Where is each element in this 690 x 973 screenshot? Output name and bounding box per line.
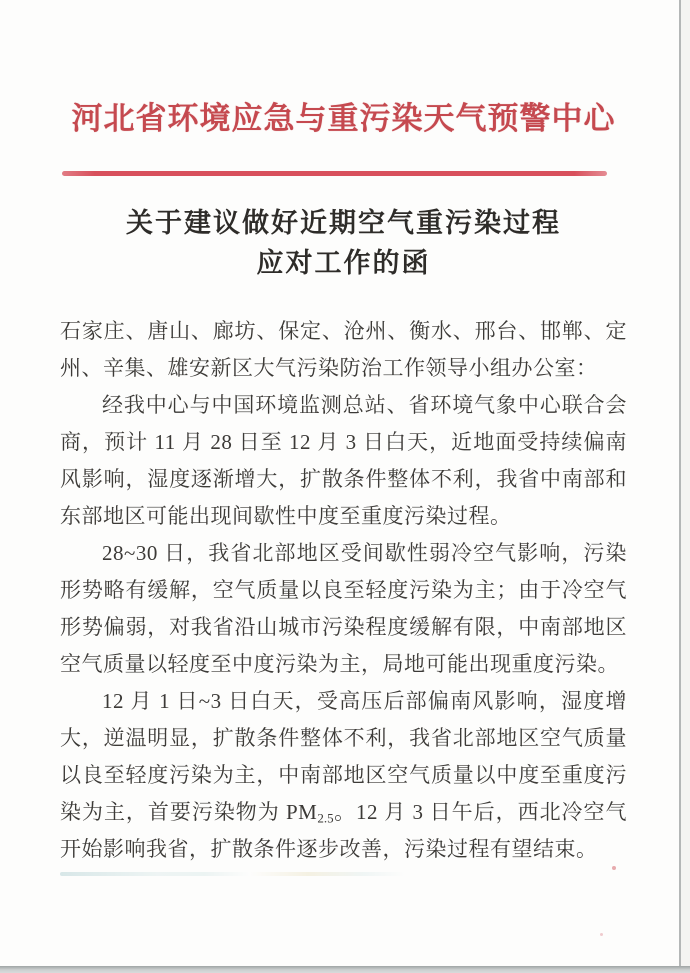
scan-ink-speck <box>612 866 616 870</box>
body-paragraph-3-continuation: 。12 月 3 日午后，西北冷空气开始影响我省，扩散条件逐步改善，污染过程有望结束。 <box>60 799 627 861</box>
document-title-line-1: 关于建议做好近期空气重污染过程 <box>126 207 561 238</box>
letterhead-title: 河北省环境应急与重污染天气预警中心 <box>71 101 616 136</box>
letterhead-divider-rule <box>62 171 607 176</box>
body-paragraph-3 <box>60 683 627 868</box>
scan-bottom-edge <box>0 966 690 973</box>
scan-ink-speck <box>600 933 603 936</box>
scan-smudge-artifact <box>60 872 405 876</box>
document-title-line-2: 应对工作的函 <box>256 247 431 278</box>
letter-body <box>60 313 627 868</box>
pm25-subscript: 2.5 <box>317 810 334 825</box>
body-paragraph-2: 28~30 日，我省北部地区受间歇性弱冷空气影响，污染形势略有缓解，空气质量以良至轻度污染为主；由于冷空气形势偏弱，对我省沿山城市污染程度缓解有限，中南部地区空气质量以轻度至中度污染为主，局地可能出现重度污染。 <box>60 540 628 676</box>
body-paragraph-3-text: 12 月 1 日~3 日白天，受高压后部偏南风影响，湿度增大，逆温明显，扩散条件整体不利，我省北部地区空气质量以良至轻度污染为主，中南部地区空气质量以中度至重度污染为主，首要污染物为 PM <box>60 688 627 824</box>
recipients-line: 石家庄、唐山、廊坊、保定、沧州、衡水、邢台、邯郸、定州、辛集、雄安新区大气污染防治工作领导小组办公室： <box>60 318 627 380</box>
document-title <box>60 203 627 283</box>
body-paragraph-1: 经我中心与中国环境监测总站、省环境气象中心联合会商，预计 11 月 28 日至 12 月 3 日白天，近地面受持续偏南风影响，湿度逐渐增大，扩散条件整体不利，我省中南部和东部地区可能出现间歇性中度至重度污染过程。 <box>60 392 627 528</box>
